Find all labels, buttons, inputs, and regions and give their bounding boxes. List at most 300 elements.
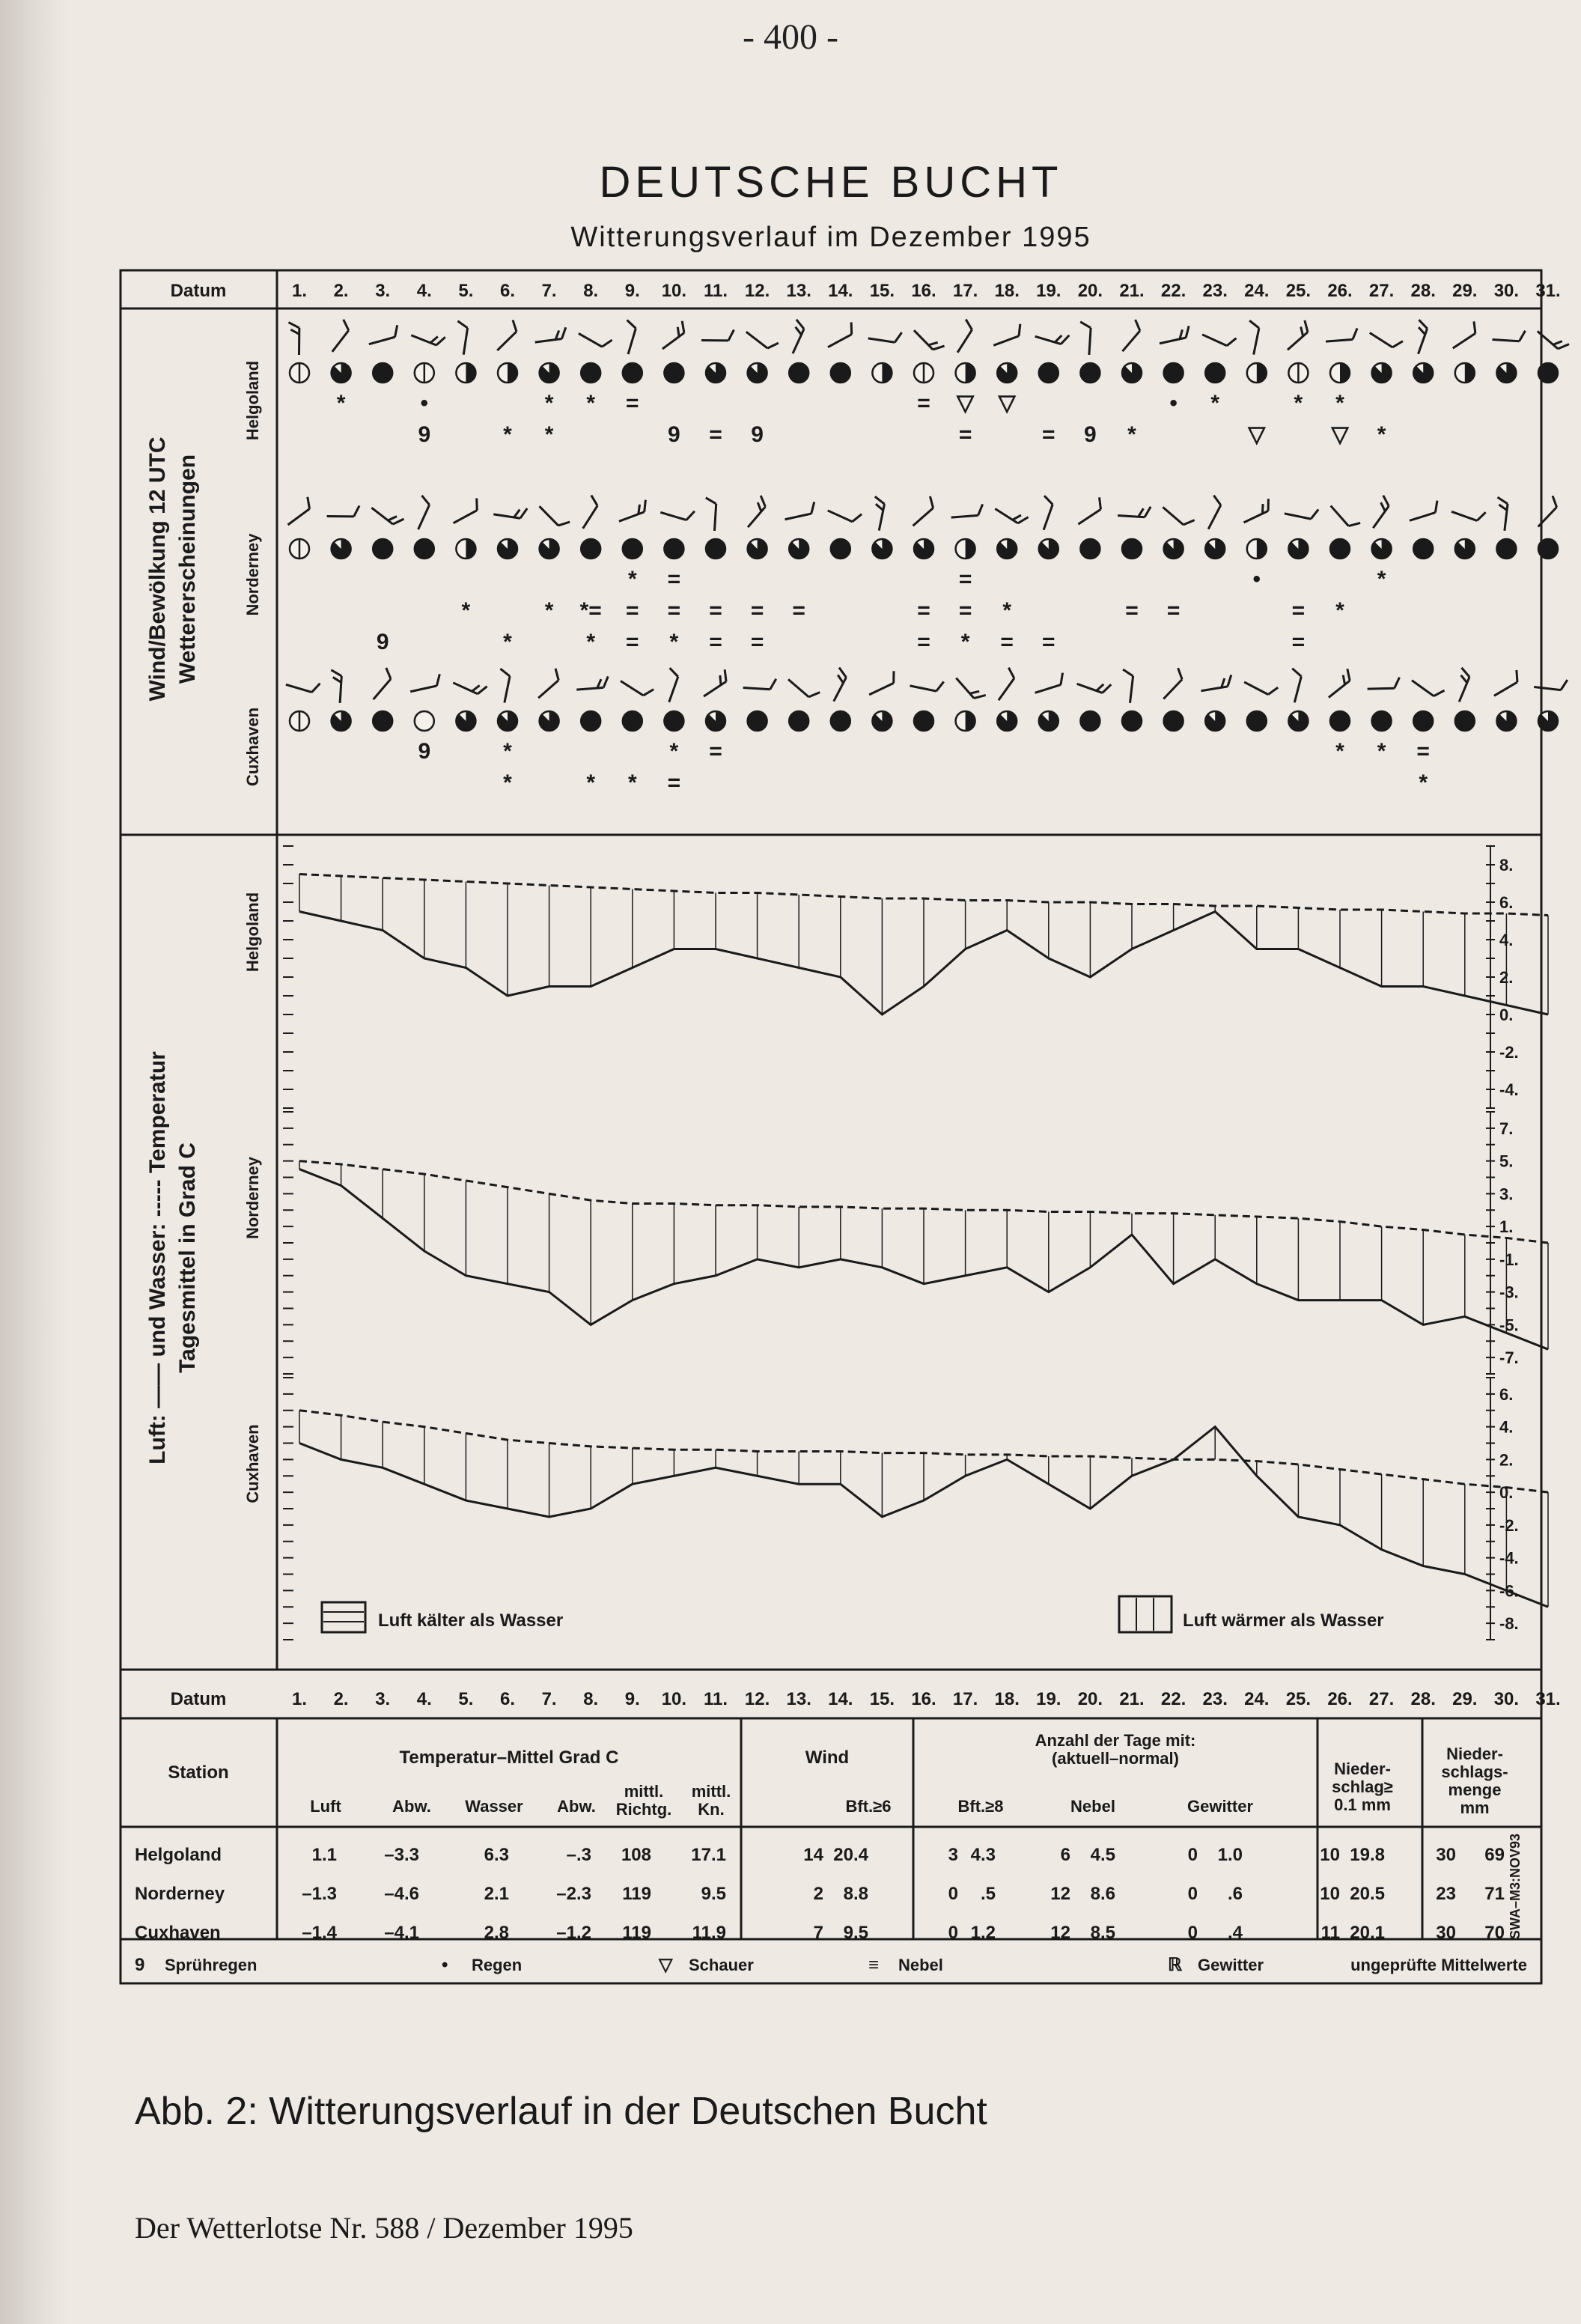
cloud-cover-fill	[466, 539, 475, 559]
wind-barb	[576, 669, 608, 696]
day-tick-label-bottom: 23.	[1202, 1689, 1228, 1709]
wind-barb-feather	[969, 690, 979, 695]
wind-barb-feather	[723, 669, 728, 681]
wind-barb-shaft	[1037, 505, 1060, 530]
wind-barb-shaft	[369, 335, 395, 346]
wind-barb	[698, 669, 730, 696]
temp-tick-label: -4.	[1499, 1080, 1519, 1099]
wind-barb	[1490, 670, 1521, 696]
wind-barb-shaft	[1076, 509, 1103, 524]
wind-barb-shaft	[1160, 335, 1186, 347]
wind-barb-shaft	[828, 504, 853, 528]
cloud-cover-fill	[748, 711, 767, 731]
cloud-cover-fill	[1122, 711, 1142, 731]
wind-barb	[778, 320, 811, 353]
cloud-cover-fill	[664, 363, 683, 383]
day-tick-label-bottom: 15.	[869, 1689, 895, 1709]
wind-barb-shaft	[619, 512, 645, 522]
cloud-cover-fill	[882, 363, 892, 383]
table-header-nebel: Nebel	[1070, 1797, 1115, 1816]
cloud-cover-fill	[1330, 711, 1350, 731]
wind-barb-feather	[643, 688, 654, 696]
symbol-key-label: Nebel	[898, 1956, 943, 1974]
table-header-cell: Abw.	[392, 1797, 431, 1816]
weather-symbol: =	[667, 598, 681, 623]
cloud-cover-fill	[1372, 711, 1392, 731]
wind-barb	[540, 497, 570, 530]
wind-barb-shaft	[660, 505, 686, 528]
day-tick-label-bottom: 24.	[1244, 1689, 1270, 1709]
wind-barb	[579, 320, 612, 354]
wind-barb	[1201, 670, 1231, 696]
table-header-bft6: Bft.≥6	[845, 1797, 892, 1816]
table-header-days-group: Anzahl der Tage mit:	[1035, 1731, 1196, 1750]
cloud-cover-fill	[508, 363, 517, 383]
day-tick-label: 16.	[911, 281, 936, 301]
wind-barb-feather	[388, 515, 397, 522]
cloud-cover-fill	[664, 711, 683, 731]
weather-symbol: *	[544, 391, 554, 416]
wind-barb-feather	[639, 505, 640, 514]
wind-barb-shaft	[1493, 682, 1520, 696]
wind-barb-feather	[728, 329, 734, 341]
wind-barb-feather	[770, 678, 776, 690]
cloud-cover-fill	[914, 711, 933, 731]
wind-barb-feather	[554, 669, 560, 681]
wind-barb	[1027, 496, 1060, 530]
wind-barb-feather	[561, 327, 565, 339]
wind-barb-shaft	[788, 675, 808, 701]
weather-symbol: =	[1042, 422, 1055, 447]
wind-barb-feather	[719, 675, 722, 685]
symbol-key-label: Regen	[472, 1956, 523, 1974]
symbol-key-glyph: ▽	[659, 1955, 673, 1975]
wind-barb-feather	[1291, 669, 1302, 677]
wind-barb-feather	[472, 684, 479, 693]
wind-barb-shaft	[1243, 511, 1269, 522]
wind-barb-feather	[1515, 670, 1519, 682]
legend-kaelter-label: Luft kälter als Wasser	[378, 1610, 564, 1631]
weather-symbol: *	[627, 567, 637, 591]
table-row-station: Cuxhaven	[135, 1923, 221, 1943]
weather-symbol: =	[1291, 630, 1306, 654]
temp-tick-label: 8.	[1499, 856, 1514, 874]
page-number: - 400 -	[743, 17, 838, 57]
table-header-cell: Luft	[310, 1797, 341, 1816]
wind-barb-shaft	[743, 507, 770, 527]
table-cell: 19.8	[1350, 1845, 1385, 1865]
day-tick-label-bottom: 10.	[661, 1689, 687, 1709]
wind-barb-feather	[1553, 340, 1562, 346]
cloud-cover-fill	[831, 363, 850, 383]
cloud-cover-fill	[581, 539, 600, 559]
weather-symbol: ▽	[1331, 422, 1349, 447]
legend-waermer-label: Luft wärmer als Wasser	[1183, 1610, 1384, 1631]
station-label-temp-helgoland: Helgoland	[243, 892, 262, 973]
day-tick-label-bottom: 30.	[1493, 1689, 1520, 1709]
cloud-cover-fill	[1413, 539, 1433, 559]
station-label-temp-norderney: Norderney	[243, 1156, 262, 1240]
weather-symbol: *	[669, 739, 679, 764]
table-cell: –4.6	[384, 1884, 419, 1904]
table-cell: 10	[1320, 1845, 1340, 1865]
day-tick-label-bottom: 14.	[828, 1689, 853, 1709]
wind-barb-feather	[1186, 326, 1189, 338]
wind-barb	[1073, 497, 1105, 524]
temp-tick-label: -4.	[1499, 1548, 1519, 1568]
wind-barb	[995, 496, 1028, 530]
temp-tick-label: 4.	[1499, 931, 1514, 949]
wind-barb	[621, 668, 654, 702]
table-header-richtg: mittl.	[624, 1782, 664, 1801]
wind-barb	[1277, 669, 1309, 703]
day-tick-label-bottom: 5.	[458, 1689, 474, 1709]
day-tick-label: 27.	[1368, 281, 1395, 301]
weather-symbol: *	[336, 391, 346, 416]
wind-barb-shaft	[746, 327, 768, 353]
wind-barb-shaft	[868, 683, 895, 694]
weather-symbol: =	[958, 567, 972, 591]
wind-barb	[1534, 668, 1568, 699]
wind-barb	[1322, 669, 1354, 697]
cloud-cover-fill	[1039, 363, 1058, 383]
wind-barb-feather	[1434, 689, 1444, 697]
table-cell: 119	[622, 1884, 651, 1904]
wind-barb-feather	[1227, 337, 1237, 347]
wind-barb	[820, 668, 853, 702]
cloud-cover-fill	[1496, 539, 1516, 559]
day-tick-label: 2.	[333, 281, 349, 301]
wind-barb-shaft	[410, 683, 436, 695]
table-cell: 12	[1050, 1923, 1070, 1943]
weather-symbol: *	[1335, 739, 1344, 764]
wind-barb	[861, 496, 893, 530]
wind-barb-shaft	[1118, 507, 1145, 525]
wind-barb	[1279, 320, 1312, 350]
weather-symbol: =	[626, 598, 639, 623]
weather-symbol: *	[503, 770, 512, 795]
day-tick-label-bottom: 29.	[1452, 1689, 1478, 1709]
weather-symbol: *	[586, 630, 596, 654]
weather-symbol: =	[792, 598, 805, 623]
wind-barb	[657, 321, 689, 349]
wind-barb-feather	[965, 320, 973, 330]
day-tick-label-bottom: 13.	[786, 1689, 811, 1709]
wind-barb-feather	[1008, 668, 1016, 678]
day-tick-label-bottom: 17.	[952, 1689, 978, 1709]
weather-symbol: *	[669, 630, 679, 654]
day-tick-label: 7.	[541, 281, 557, 301]
page-footer: Der Wetterlotse Nr. 588 / Dezember 1995	[135, 2211, 633, 2245]
cloud-cover-fill	[831, 539, 850, 559]
temp-tick-label: -2.	[1499, 1043, 1519, 1062]
wind-barb-feather	[1435, 501, 1437, 513]
day-tick-label: 24.	[1244, 281, 1270, 301]
cloud-cover-fill	[1257, 539, 1267, 559]
wind-barb-feather	[1341, 675, 1346, 685]
cloud-cover-fill	[706, 539, 725, 559]
wind-barb-feather	[1346, 669, 1351, 681]
wind-barb	[279, 323, 308, 355]
cloud-cover-fill	[373, 363, 392, 383]
temp-tick-label: 6.	[1499, 1384, 1514, 1404]
wind-barb	[1111, 669, 1142, 703]
wind-barb	[618, 500, 645, 522]
temp-tick-label: -3.	[1499, 1283, 1519, 1302]
temp-tick-label: 2.	[1499, 968, 1514, 987]
day-tick-label-bottom: 26.	[1327, 1689, 1353, 1709]
table-cell: 10	[1320, 1884, 1340, 1904]
table-header-menge-3: menge	[1448, 1780, 1502, 1799]
table-cell: 30	[1436, 1923, 1456, 1943]
temp-tick-label: -8.	[1499, 1614, 1519, 1634]
cloud-cover-fill	[1122, 539, 1142, 559]
wind-barb-shaft	[952, 329, 978, 352]
weather-symbol: =	[750, 630, 764, 654]
table-cell: 8.5	[1090, 1923, 1115, 1943]
wind-barb-shaft	[621, 329, 643, 355]
wind-section-label-2: Wettererscheinungen	[175, 454, 200, 684]
wind-barb	[410, 671, 439, 695]
wind-barb-shaft	[993, 336, 1019, 346]
wind-barb-shaft	[1081, 328, 1099, 355]
wind-barb	[701, 320, 734, 350]
wind-barb-shaft	[285, 509, 312, 525]
temp-tick-label: 3.	[1499, 1184, 1514, 1204]
table-row-station: Helgoland	[135, 1845, 222, 1865]
wind-barb-feather	[1249, 320, 1260, 328]
cloud-cover-fill	[966, 363, 975, 383]
table-cell: 20.5	[1350, 1884, 1385, 1904]
day-tick-label: 13.	[786, 281, 811, 301]
wind-barb	[1112, 320, 1145, 351]
wind-barb-shaft	[659, 333, 686, 349]
wind-barb-shaft	[579, 327, 602, 353]
wind-barb	[286, 668, 320, 701]
wind-barb	[951, 497, 983, 524]
wind-barb	[945, 320, 979, 353]
wind-barb	[653, 668, 686, 702]
wind-barb-feather	[558, 520, 570, 527]
table-cell: –4.1	[384, 1923, 419, 1943]
wind-barb-feather	[1213, 496, 1222, 505]
wind-barb	[1361, 496, 1395, 529]
station-label-temp-cuxhaven: Cuxhaven	[243, 1424, 262, 1503]
wind-barb-shaft	[493, 506, 520, 526]
weather-symbol: *	[1127, 422, 1136, 447]
weather-symbol: =	[958, 598, 972, 623]
weather-symbol: =	[1291, 598, 1306, 623]
wind-barb	[1486, 497, 1517, 531]
wind-barb	[1410, 499, 1437, 521]
day-tick-label: 29.	[1452, 281, 1478, 301]
wind-barb-shaft	[1285, 506, 1311, 527]
weather-symbol: *	[461, 598, 471, 623]
wind-barb-feather	[936, 681, 944, 692]
wind-barb-shaft	[621, 675, 643, 701]
wind-barb-feather	[676, 327, 680, 337]
wind-barb-feather	[978, 504, 983, 516]
table-cell: 11	[1320, 1923, 1340, 1943]
cloud-cover-fill	[789, 363, 808, 383]
table-header-temp-group: Temperatur–Mittel Grad C	[399, 1747, 619, 1768]
wind-barb-feather	[288, 323, 300, 328]
wind-barb-shaft	[1370, 327, 1392, 353]
wind-barb-shaft	[956, 675, 974, 702]
wind-barb	[570, 496, 604, 529]
wind-barb-feather	[1300, 326, 1305, 336]
weather-symbol: =	[667, 567, 681, 591]
day-tick-label: 19.	[1036, 281, 1061, 301]
table-cell: 8.6	[1090, 1884, 1115, 1904]
wind-barb	[1244, 668, 1278, 702]
wind-barb-shaft	[826, 335, 853, 347]
weather-symbol: 9	[751, 422, 764, 447]
wind-barb	[1331, 498, 1360, 531]
day-tick-label: 1.	[291, 281, 308, 301]
wind-barb-shaft	[412, 505, 436, 529]
temp-tick-label: -7.	[1499, 1348, 1519, 1368]
cloud-cover-fill	[831, 711, 850, 731]
wind-barb-feather	[680, 321, 686, 333]
wind-barb-feather	[705, 498, 717, 504]
weather-symbol: =	[917, 598, 930, 623]
weather-symbol: •	[420, 391, 429, 416]
wind-barb-feather	[395, 325, 397, 337]
wind-barb-feather	[1019, 324, 1020, 336]
wind-barb-shaft	[327, 508, 354, 525]
weather-symbol: *	[960, 630, 970, 654]
table-header-cell: Abw.	[557, 1797, 596, 1816]
cloud-cover-fill	[1455, 711, 1475, 731]
table-cell: –1.3	[302, 1884, 337, 1904]
wind-barb	[868, 320, 902, 351]
table-header-wind-group: Wind	[805, 1747, 850, 1768]
table-cell: 14	[803, 1845, 823, 1865]
day-tick-label: 26.	[1327, 281, 1353, 301]
wind-barb-shaft	[452, 511, 478, 523]
day-tick-label: 4.	[416, 281, 432, 301]
weather-symbol: =	[1166, 598, 1181, 623]
wind-barb-feather	[1228, 675, 1231, 687]
day-tick-label-bottom: 28.	[1410, 1689, 1436, 1709]
table-header-menge-4: mm	[1460, 1798, 1490, 1817]
cloud-cover-fill	[1247, 711, 1267, 731]
weather-symbol: =	[750, 598, 764, 623]
weather-symbol: •	[1252, 567, 1261, 591]
table-header-nied-2: schlag≥	[1332, 1777, 1393, 1796]
weather-symbol: =	[667, 770, 681, 795]
wind-barb-feather	[1558, 343, 1569, 350]
wind-barb-feather	[1477, 511, 1486, 522]
table-row-station: Norderney	[135, 1884, 225, 1904]
wind-barb-feather	[602, 339, 612, 348]
datum-label-bottom: Datum	[170, 1689, 227, 1709]
chart-subtitle: Witterungsverlauf im Dezember 1995	[570, 222, 1091, 253]
wind-barb-shaft	[1451, 505, 1477, 528]
wind-barb	[1326, 321, 1357, 348]
cloud-cover-fill	[623, 711, 642, 731]
wind-barb-feather	[928, 341, 938, 346]
day-tick-label: 30.	[1493, 281, 1520, 301]
wind-barb-feather	[850, 322, 853, 334]
datum-label-top: Datum	[170, 281, 227, 301]
wind-barb-feather	[892, 671, 895, 683]
wind-barb-feather	[1145, 506, 1151, 518]
table-header-kn: mittl.	[691, 1782, 731, 1801]
wind-barb-shaft	[1160, 679, 1186, 699]
wind-barb-feather	[626, 320, 636, 329]
cloud-cover-fill	[466, 363, 475, 383]
wind-barb-shaft	[540, 502, 558, 529]
wind-barb-feather	[1061, 673, 1063, 685]
wind-barb-shaft	[995, 503, 1017, 529]
day-tick-label: 9.	[624, 281, 640, 301]
wind-barb-feather	[874, 496, 886, 504]
wind-barb	[1202, 320, 1236, 353]
table-cell: 69	[1484, 1845, 1505, 1865]
station-label-helgoland: Helgoland	[243, 360, 262, 441]
day-tick-label: 5.	[458, 281, 474, 301]
table-cell: –.3	[566, 1845, 591, 1865]
wind-barb-feather	[457, 321, 468, 328]
figure-caption: Abb. 2: Witterungsverlauf in der Deutschen Bucht	[135, 2090, 987, 2133]
wind-barb-shaft	[327, 330, 353, 352]
table-cell: 11.9	[692, 1923, 726, 1943]
wind-barb-feather	[1012, 514, 1020, 521]
cloud-cover-circle	[415, 711, 434, 731]
day-tick-label-bottom: 4.	[416, 1689, 432, 1709]
weather-symbol: *	[1377, 739, 1386, 764]
wind-barb-feather	[331, 670, 343, 676]
cloud-cover-fill	[623, 363, 642, 383]
wind-barb-feather	[811, 502, 814, 514]
weather-symbol: *	[503, 739, 512, 764]
wind-barb-feather	[430, 335, 438, 344]
chart-frame	[121, 270, 1541, 1983]
wind-barb-shaft	[371, 503, 393, 529]
weather-symbol: *	[503, 422, 512, 447]
wind-barb-shaft	[1326, 333, 1353, 348]
table-header-richtg-2: Richtg.	[615, 1800, 672, 1819]
wind-barb-feather	[1460, 675, 1468, 683]
wind-barb-feather	[895, 332, 901, 343]
wind-barb	[867, 671, 896, 695]
table-cell: 108	[621, 1845, 651, 1865]
wind-barb-shaft	[910, 678, 936, 699]
wind-barb	[493, 496, 527, 527]
wind-barb-feather	[1177, 668, 1184, 679]
cloud-cover-fill	[789, 711, 808, 731]
weather-symbol: =	[1000, 630, 1014, 654]
wind-barb-feather	[603, 676, 608, 688]
weather-symbol: =	[709, 422, 722, 447]
wind-barb-shaft	[1331, 502, 1349, 529]
wind-barb	[743, 669, 776, 699]
wind-barb	[695, 498, 725, 531]
day-tick-label: 14.	[828, 281, 853, 301]
table-cell: 3	[948, 1845, 958, 1865]
cloud-cover-fill	[1257, 363, 1267, 383]
table-cell: 23	[1436, 1884, 1456, 1904]
wind-barb-shaft	[1492, 331, 1519, 349]
wind-barb-feather	[1392, 340, 1403, 348]
cloud-cover-fill	[415, 539, 434, 559]
wind-barb	[411, 320, 445, 353]
day-tick-label-bottom: 6.	[499, 1689, 516, 1709]
wind-barb-shaft	[1118, 331, 1144, 351]
table-cell: 1.2	[970, 1923, 996, 1943]
